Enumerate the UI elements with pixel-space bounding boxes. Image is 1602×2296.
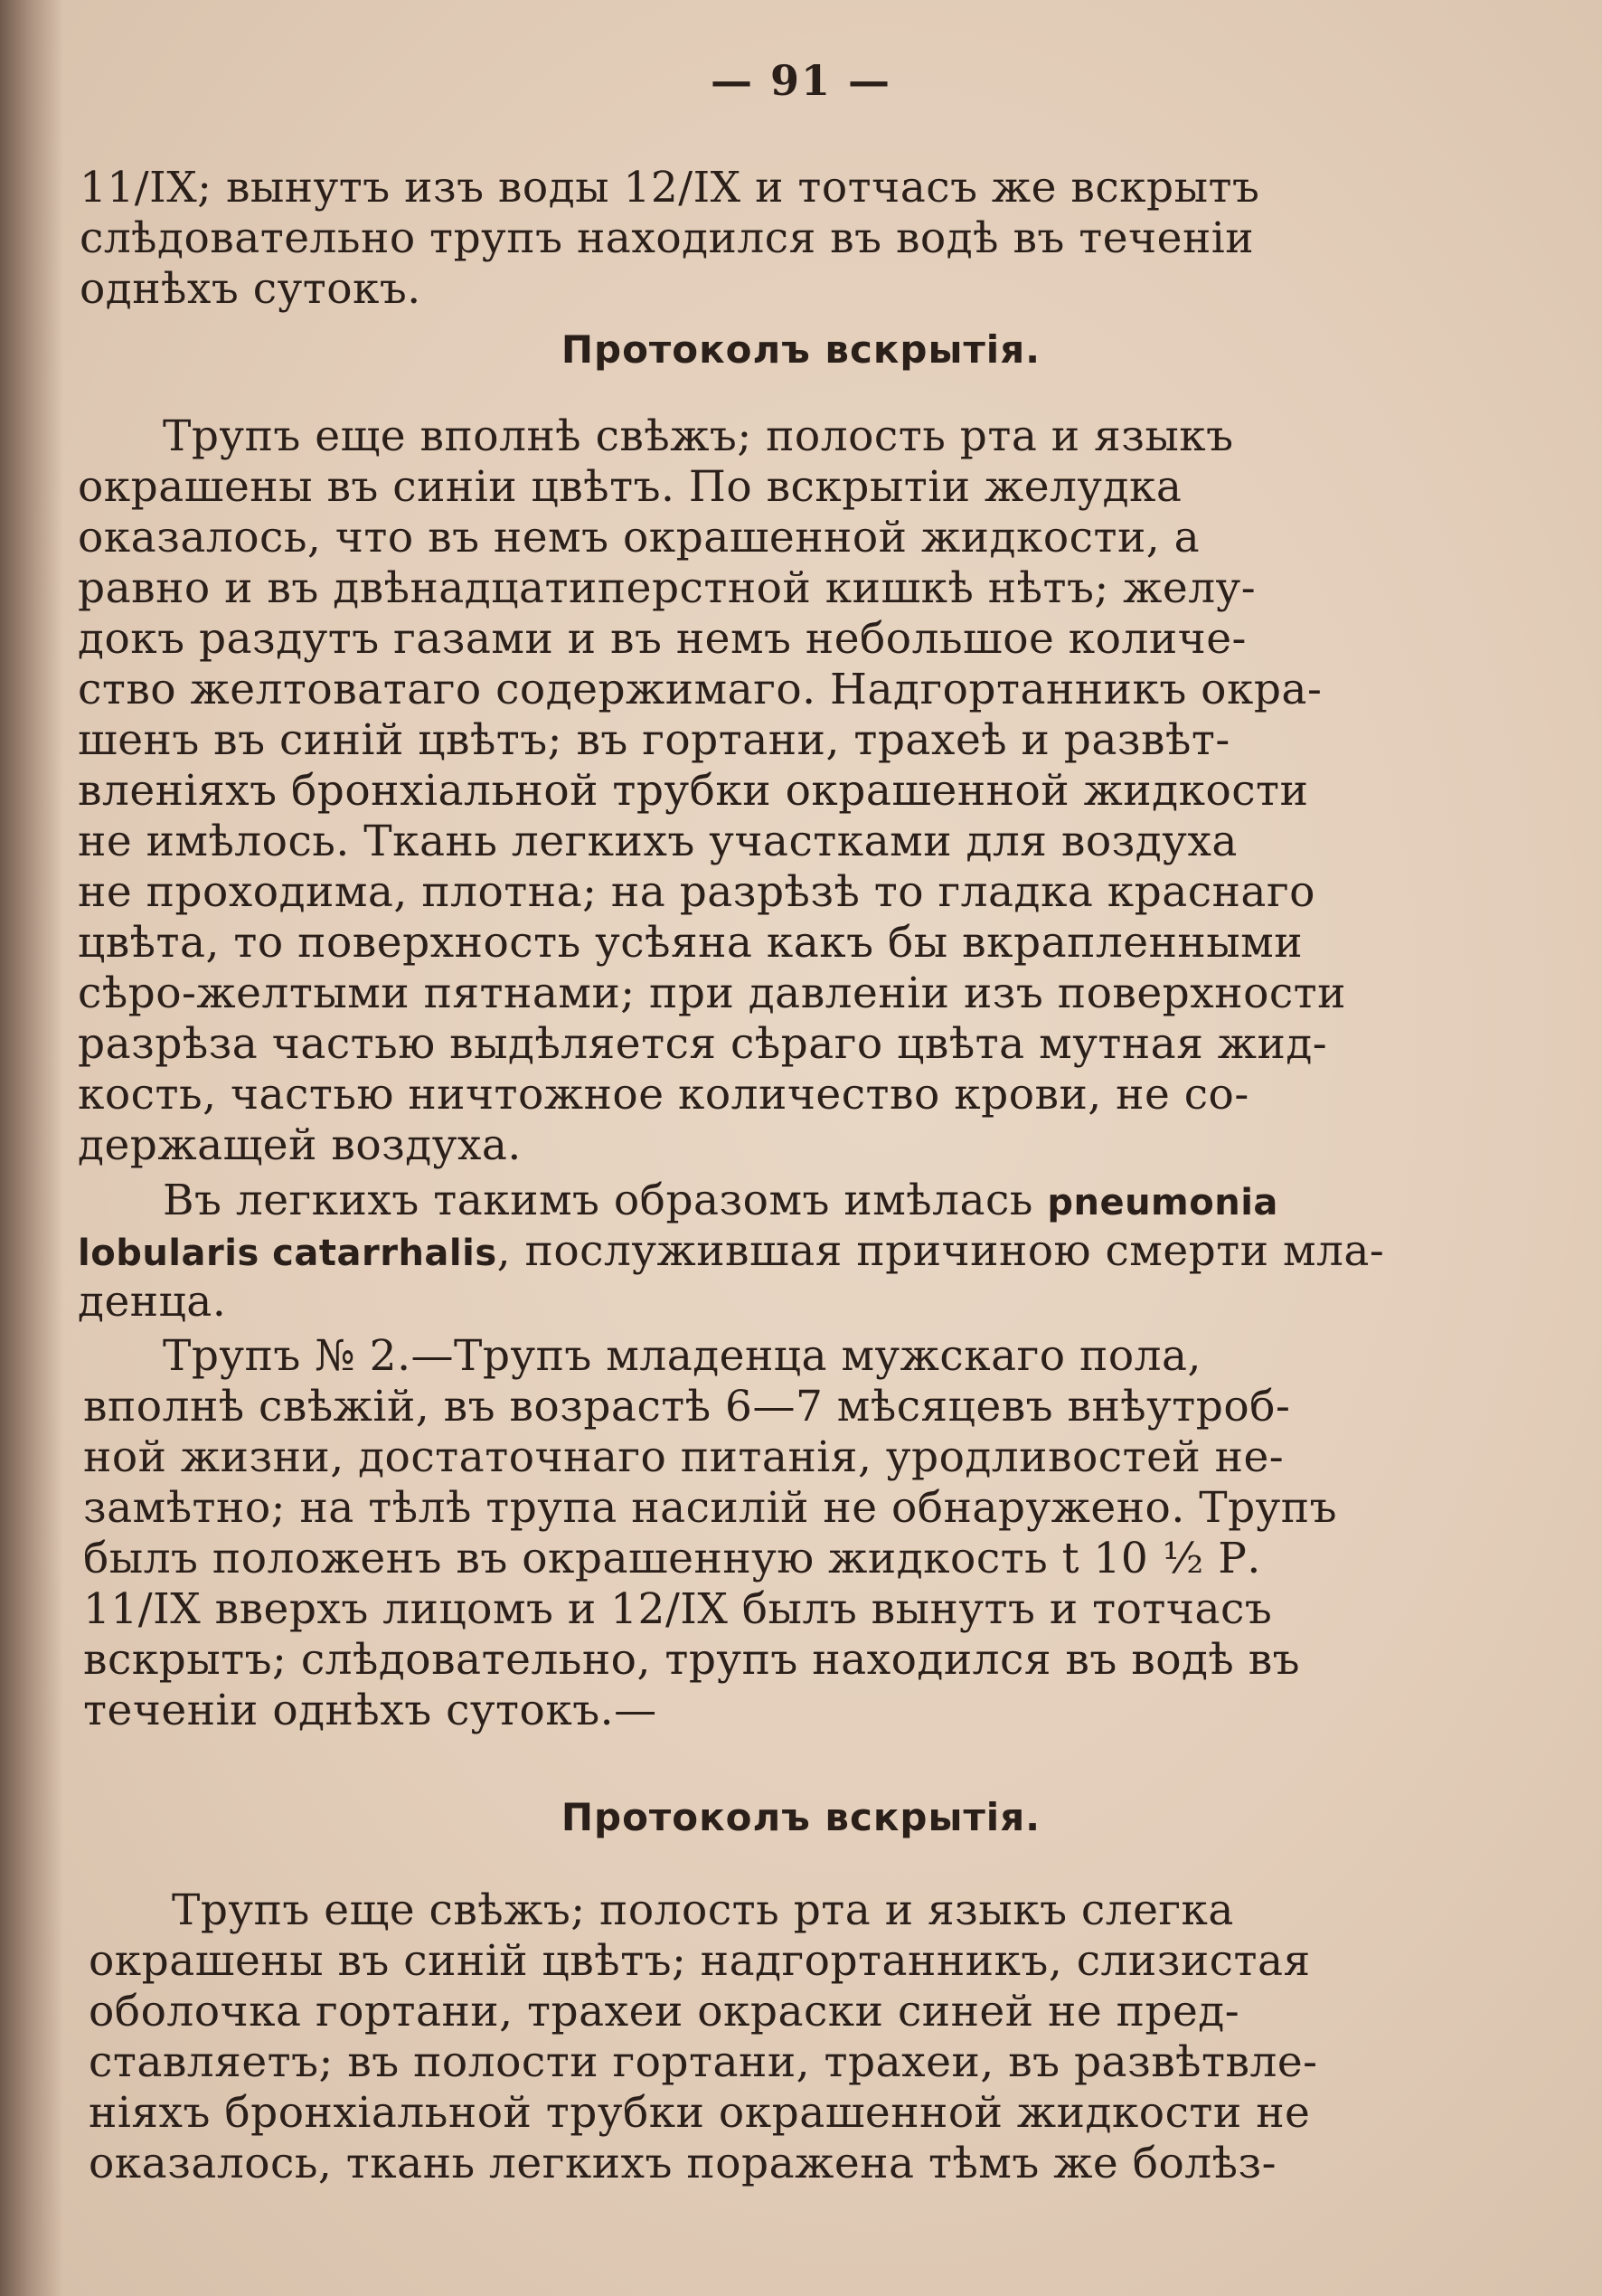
text-line: теченіи однѣхъ сутокъ.— bbox=[83, 1686, 657, 1735]
text-line: Трупъ еще вполнѣ свѣжъ; полость рта и языкъ bbox=[163, 411, 1234, 461]
text-line: кость, частью ничтожное количество крови, не со- bbox=[78, 1070, 1249, 1120]
text-line: слѣдовательно трупъ находился въ водѣ въ теченіи bbox=[80, 213, 1255, 263]
text-fragment: Въ легкихъ такимъ образомъ имѣлась bbox=[163, 1176, 1048, 1225]
text-line: оказалось, ткань легкихъ поражена тѣмъ же болѣз- bbox=[89, 2139, 1277, 2188]
text-line: ство желтоватаго содержимаго. Надгортанникъ окра- bbox=[78, 665, 1323, 714]
text-line: докъ раздутъ газами и въ немъ небольшое количе- bbox=[78, 614, 1247, 664]
text-line: вскрытъ; слѣдовательно, трупъ находился въ водѣ въ bbox=[83, 1635, 1301, 1685]
text-line: не проходима, плотна; на разрѣзѣ то гладка краснаго bbox=[78, 867, 1315, 917]
text-line: держащей воздуха. bbox=[78, 1120, 522, 1170]
text-line: оболочка гортани, трахеи окраски синей не пред- bbox=[89, 1987, 1240, 2036]
text-line: ной жизни, достаточнаго питанія, уродливостей не- bbox=[83, 1432, 1285, 1482]
text-line: Трупъ еще свѣжъ; полость рта и языкъ слегка bbox=[172, 1885, 1234, 1935]
text-line: однѣхъ сутокъ. bbox=[80, 264, 421, 314]
text-line: равно и въ двѣнадцатиперстной кишкѣ нѣтъ; желу- bbox=[78, 563, 1257, 613]
section-heading: Протоколъ вскрытія. bbox=[561, 327, 1041, 372]
text-line: цвѣта, то поверхность усѣяна какъ бы вкрапленными bbox=[78, 918, 1304, 968]
latin-term: pneumonia bbox=[1047, 1182, 1278, 1224]
text-line: оказалось, что въ немъ окрашенной жидкости, а bbox=[78, 513, 1201, 562]
text-line: 11/IX; вынутъ изъ воды 12/IX и тотчасъ же вскрытъ bbox=[80, 163, 1260, 213]
text-line: шенъ въ синій цвѣтъ; въ гортани, трахеѣ и развѣт- bbox=[78, 715, 1230, 765]
page-number: — 91 — bbox=[710, 56, 892, 105]
text-line: вленіяхъ бронхіальной трубки окрашенной жидкости bbox=[78, 766, 1309, 816]
text-line bbox=[78, 1226, 1384, 1279]
latin-term: lobularis catarrhalis bbox=[78, 1233, 497, 1274]
text-line: окрашены въ синіи цвѣтъ. По вскрытіи желудка bbox=[78, 462, 1183, 512]
text-line: вполнѣ свѣжій, въ возрастѣ 6—7 мѣсяцевъ внѣутроб- bbox=[83, 1382, 1291, 1431]
text-line: окрашены въ синій цвѣтъ; надгортанникъ, слизистая bbox=[89, 1936, 1311, 1986]
text-line: ставляетъ; въ полости гортани, трахеи, въ развѣтвле- bbox=[89, 2037, 1318, 2087]
section-heading: Протоколъ вскрытія. bbox=[561, 1795, 1041, 1839]
text-fragment: , послужившая причиною смерти мла- bbox=[496, 1226, 1385, 1276]
text-line: разрѣза частью выдѣляется сѣраго цвѣта мутная жид- bbox=[78, 1019, 1328, 1069]
text-line: Трупъ № 2.—Трупъ младенца мужскаго пола, bbox=[163, 1331, 1202, 1381]
text-line: замѣтно; на тѣлѣ трупа насилій не обнаружено. Трупъ bbox=[83, 1483, 1338, 1533]
text-line: не имѣлось. Ткань легкихъ участками для воздуха bbox=[78, 817, 1238, 866]
text-line bbox=[163, 1176, 1278, 1228]
text-line: денца. bbox=[78, 1277, 227, 1327]
text-line: былъ положенъ въ окрашенную жидкость t 10 ½ Р. bbox=[83, 1534, 1261, 1583]
text-line: ніяхъ бронхіальной трубки окрашенной жидкости не bbox=[89, 2088, 1311, 2138]
text-line: 11/IX вверхъ лицомъ и 12/IX былъ вынутъ и тотчасъ bbox=[83, 1584, 1273, 1634]
text-line: сѣро-желтыми пятнами; при давленіи изъ поверхности bbox=[78, 968, 1347, 1018]
